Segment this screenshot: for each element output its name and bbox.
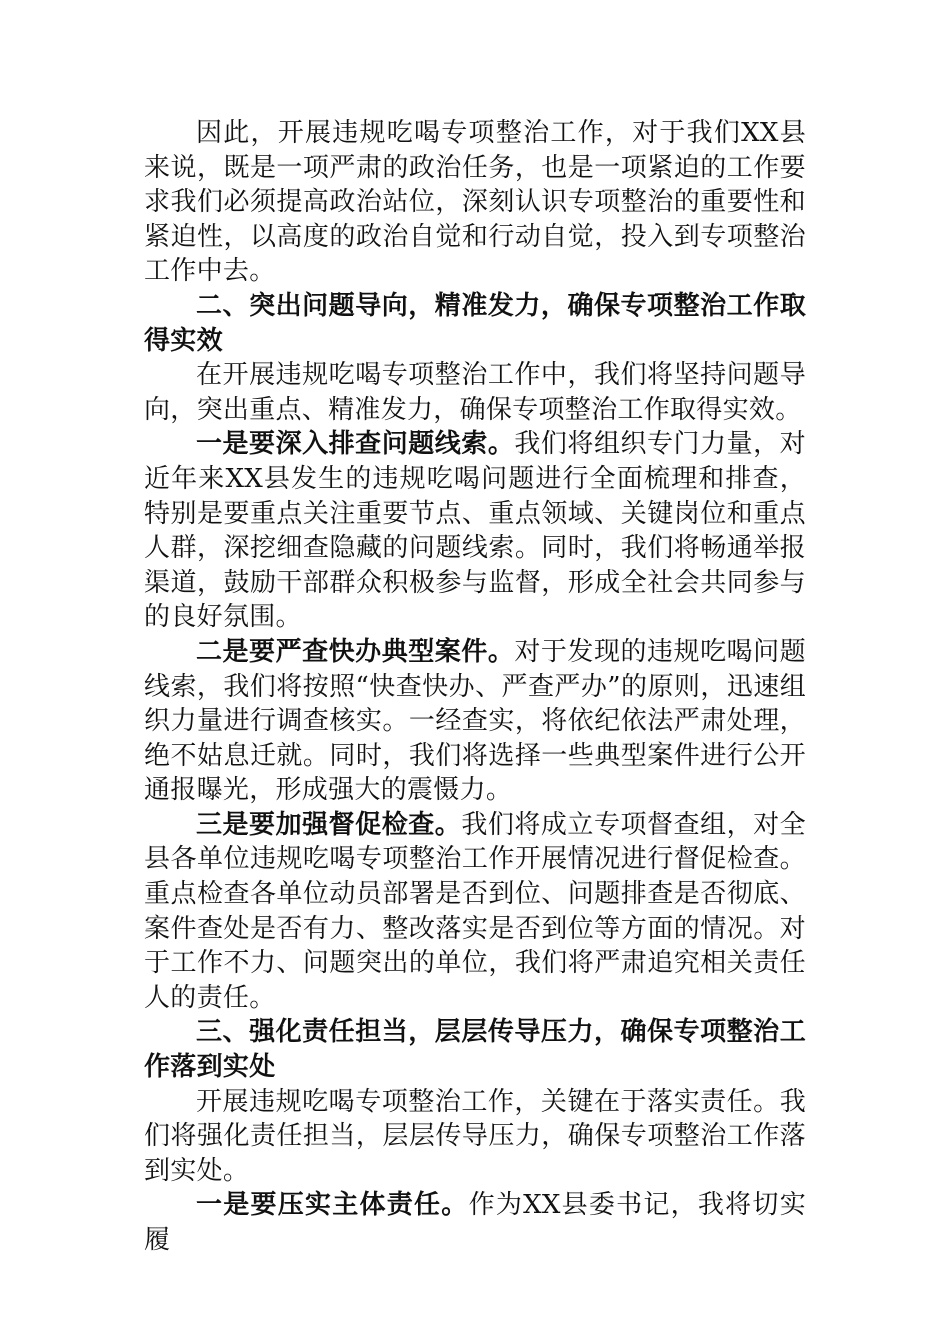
- paragraph-point-1: [144, 427, 806, 635]
- document-page: [144, 116, 806, 1258]
- paragraph-intro: 因此，开展违规吃喝专项整治工作，对于我们XX县来说，既是一项严肃的政治任务，也是一项紧迫的工作要求我们必须提高政治站位，深刻认识专项整治的重要性和紧迫性，以高度的政治自觉和行动自觉，投入到专项整治工作中去。: [144, 118, 806, 287]
- paragraph-point-4: [144, 1188, 806, 1257]
- point-text: 对于发现的违规吃喝问题线索，我们将按照“快查快办、严查严办”的原则，迅速组织力量进行调查核实。一经查实，将依纪依法严肃处理，绝不姑息迁就。同时，我们将选择一些典型案件进行公开通报曝光，形成强大的震慑力。: [144, 636, 806, 806]
- point-lead: 二是要严查快办典型案件。: [196, 636, 515, 667]
- point-text: 我们将组织专门力量，对近年来XX县发生的违规吃喝问题进行全面梳理和排查，特别是要重点关注重要节点、重点领域、关键岗位和重点人群，深挖细查隐藏的问题线索。同时，我们将畅通举报渠道，鼓励干部群众积极参与监督，形成全社会共同参与的良好氛围。: [144, 429, 806, 633]
- section-heading-3: 三、强化责任担当，层层传导压力，确保专项整治工作落到实处: [144, 1017, 806, 1083]
- point-text: 我们将成立专项督查组，对全县各单位违规吃喝专项整治工作开展情况进行督促检查。重点检查各单位动员部署是否到位、问题排查是否彻底、案件查处是否有力、整改落实是否到位等方面的情况。对于工作不力、问题突出的单位，我们将严肃追究相关责任人的责任。: [144, 809, 806, 1013]
- paragraph-section-2-intro: 在开展违规吃喝专项整治工作中，我们将坚持问题导向，突出重点、精准发力，确保专项整治工作取得实效。: [144, 360, 806, 425]
- point-lead: 一是要压实主体责任。: [196, 1190, 469, 1221]
- point-lead: 一是要深入排查问题线索。: [196, 429, 515, 460]
- paragraph-point-3: [144, 808, 806, 1016]
- paragraph-section-3-intro: 开展违规吃喝专项整治工作，关键在于落实责任。我们将强化责任担当，层层传导压力，确保专项整治工作落到实处。: [144, 1086, 806, 1186]
- section-heading-2: 二、突出问题导向，精准发力，确保专项整治工作取得实效: [144, 290, 806, 356]
- paragraph-point-2: [144, 635, 806, 808]
- point-text: 作为XX县委书记，我将切实履: [144, 1190, 806, 1255]
- point-lead: 三是要加强督促检查。: [196, 809, 462, 840]
